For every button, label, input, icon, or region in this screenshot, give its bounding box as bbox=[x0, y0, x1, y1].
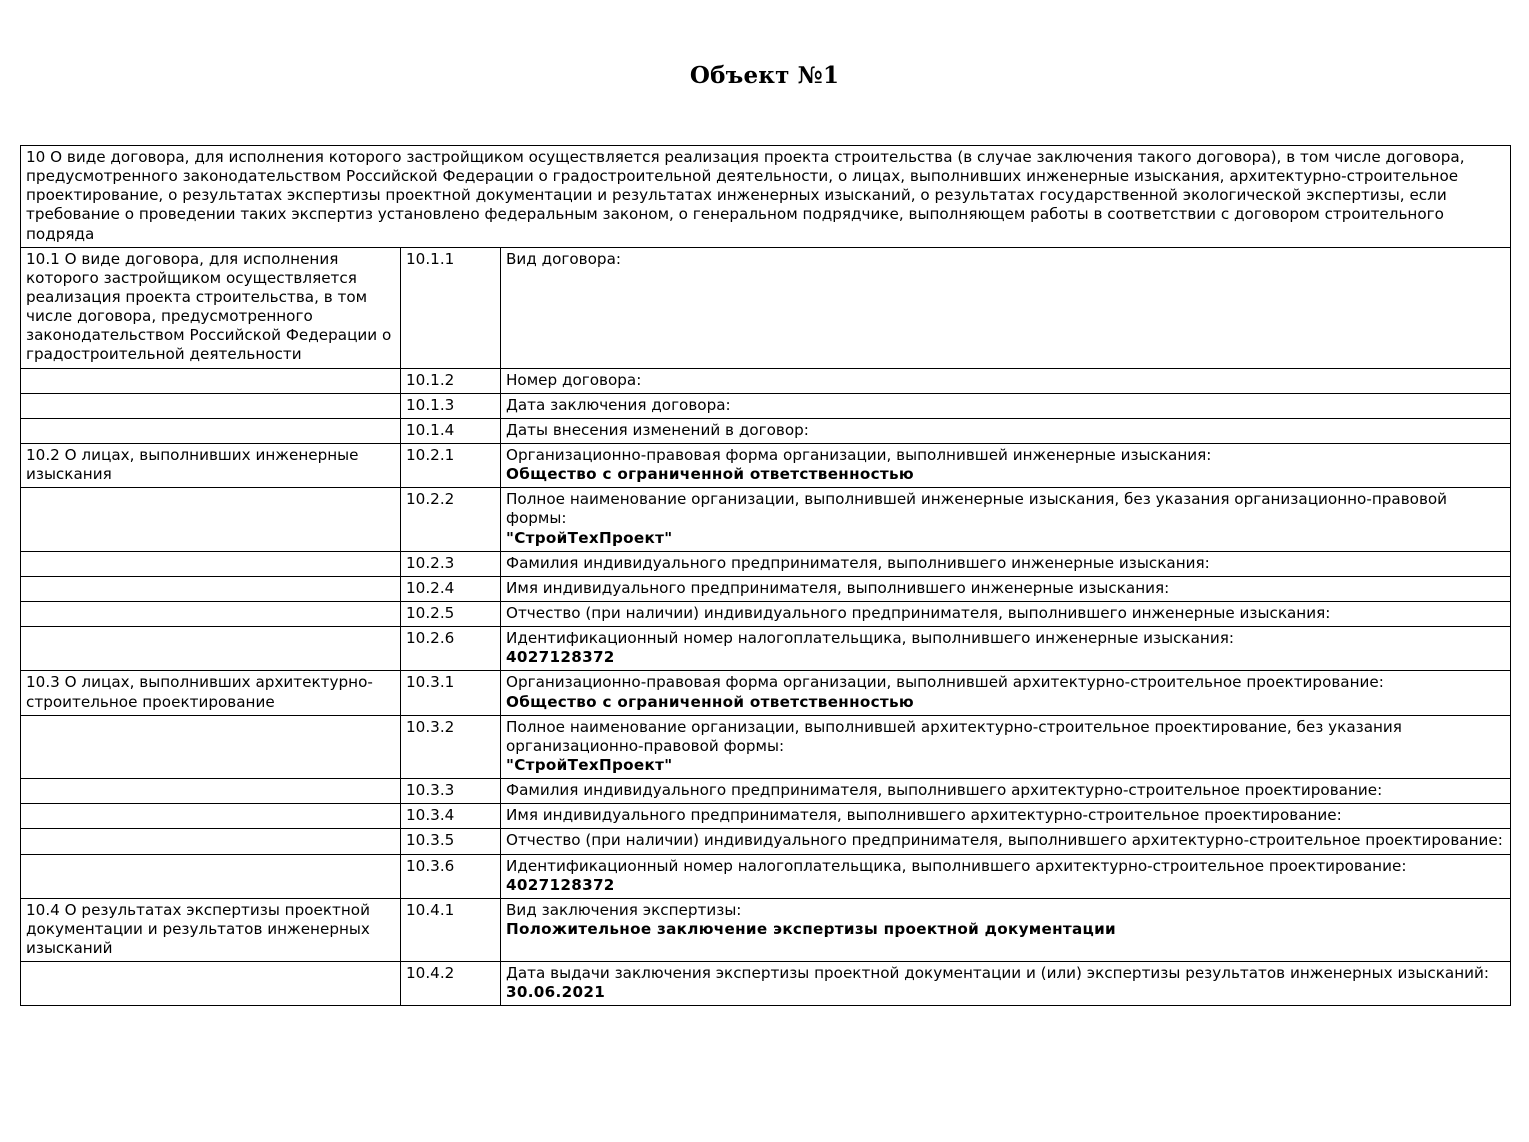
page-title: Объект №1 bbox=[689, 62, 840, 89]
row-question: Идентификационный номер налогоплательщика, выполнившего архитектурно-строительное проектирование: bbox=[506, 856, 1407, 875]
row-value bbox=[501, 393, 1511, 418]
row-question: Вид договора: bbox=[506, 249, 621, 268]
row-question: Номер договора: bbox=[506, 370, 642, 389]
row-code: 10.1.2 bbox=[401, 368, 501, 393]
row-code: 10.2.1 bbox=[401, 443, 501, 487]
row-question: Даты внесения изменений в договор: bbox=[506, 420, 809, 439]
row-value bbox=[501, 898, 1511, 961]
row-answer: "СтройТехПроект" bbox=[506, 528, 673, 547]
row-code: 10.2.6 bbox=[401, 627, 501, 671]
group-label-10-4: 10.4 О результатах экспертизы проектной документации и результатов инженерных изысканий bbox=[21, 898, 401, 961]
row-question: Организационно-правовая форма организации, выполнившей инженерные изыскания: bbox=[506, 445, 1212, 464]
row-answer: Общество с ограниченной ответственностью bbox=[506, 692, 914, 711]
table-row bbox=[21, 443, 1511, 487]
row-code: 10.3.5 bbox=[401, 829, 501, 854]
row-code: 10.1.3 bbox=[401, 393, 501, 418]
row-code: 10.1.4 bbox=[401, 418, 501, 443]
row-value bbox=[501, 576, 1511, 601]
row-question: Идентификационный номер налогоплательщика, выполнившего инженерные изыскания: bbox=[506, 629, 1234, 648]
group-label-continuation bbox=[21, 715, 401, 778]
row-question: Имя индивидуального предпринимателя, выполнившего инженерные изыскания: bbox=[506, 578, 1170, 597]
row-code: 10.2.5 bbox=[401, 601, 501, 626]
row-value bbox=[501, 854, 1511, 898]
row-code: 10.3.4 bbox=[401, 804, 501, 829]
group-label-continuation bbox=[21, 962, 401, 1006]
row-value bbox=[501, 962, 1511, 1006]
row-answer: 4027128372 bbox=[506, 875, 615, 894]
group-label-continuation bbox=[21, 804, 401, 829]
group-label-continuation bbox=[21, 551, 401, 576]
row-code: 10.3.6 bbox=[401, 854, 501, 898]
row-value bbox=[501, 551, 1511, 576]
row-value bbox=[501, 715, 1511, 778]
table-row bbox=[21, 488, 1511, 551]
row-value bbox=[501, 627, 1511, 671]
group-label-10-2: 10.2 О лицах, выполнивших инженерные изыскания bbox=[21, 443, 401, 487]
row-answer: Положительное заключение экспертизы проектной документации bbox=[506, 919, 1116, 938]
row-question: Вид заключения экспертизы: bbox=[506, 900, 742, 919]
row-code: 10.2.3 bbox=[401, 551, 501, 576]
row-value bbox=[501, 247, 1511, 368]
group-label-continuation bbox=[21, 368, 401, 393]
table-row bbox=[21, 601, 1511, 626]
group-label-continuation bbox=[21, 418, 401, 443]
table-row bbox=[21, 627, 1511, 671]
row-question: Дата заключения договора: bbox=[506, 395, 731, 414]
group-label-continuation bbox=[21, 393, 401, 418]
row-code: 10.3.3 bbox=[401, 779, 501, 804]
table-row bbox=[21, 247, 1511, 368]
row-value bbox=[501, 488, 1511, 551]
table-row bbox=[21, 576, 1511, 601]
row-code: 10.1.1 bbox=[401, 247, 501, 368]
group-label-continuation bbox=[21, 779, 401, 804]
table-row bbox=[21, 779, 1511, 804]
row-question: Фамилия индивидуального предпринимателя, выполнившего инженерные изыскания: bbox=[506, 553, 1210, 572]
row-question: Полное наименование организации, выполнившей инженерные изыскания, без указания организационно-правовой формы: bbox=[506, 490, 1448, 528]
row-code: 10.3.2 bbox=[401, 715, 501, 778]
group-label-continuation bbox=[21, 854, 401, 898]
group-label-continuation bbox=[21, 627, 401, 671]
row-question: Отчество (при наличии) индивидуального предпринимателя, выполнившего инженерные изыскания: bbox=[506, 603, 1331, 622]
table-row bbox=[21, 551, 1511, 576]
row-question: Полное наименование организации, выполнившей архитектурно-строительное проектирование, без указания организационно-правовой формы: bbox=[506, 717, 1402, 755]
row-answer: Общество с ограниченной ответственностью bbox=[506, 465, 914, 484]
table-row bbox=[21, 854, 1511, 898]
row-value bbox=[501, 443, 1511, 487]
row-value bbox=[501, 601, 1511, 626]
row-value bbox=[501, 368, 1511, 393]
group-label-continuation bbox=[21, 601, 401, 626]
table-row bbox=[21, 393, 1511, 418]
table-row bbox=[21, 671, 1511, 715]
group-label-10-1: 10.1 О виде договора, для исполнения которого застройщиком осуществляется реализация проекта строительства, в том числе договора, предусмотренного законодательством Российской Федерации о градостроительной деятельности bbox=[21, 247, 401, 368]
table-row bbox=[21, 804, 1511, 829]
table-row bbox=[21, 368, 1511, 393]
row-question: Имя индивидуального предпринимателя, выполнившего архитектурно-строительное проектирование: bbox=[506, 806, 1342, 825]
document-page bbox=[0, 62, 1529, 1006]
row-code: 10.4.2 bbox=[401, 962, 501, 1006]
row-value bbox=[501, 829, 1511, 854]
group-label-continuation bbox=[21, 488, 401, 551]
row-question: Отчество (при наличии) индивидуального предпринимателя, выполнившего архитектурно-строительное проектирование: bbox=[506, 831, 1503, 850]
row-question: Фамилия индивидуального предпринимателя, выполнившего архитектурно-строительное проектирование: bbox=[506, 781, 1383, 800]
row-value bbox=[501, 779, 1511, 804]
row-code: 10.3.1 bbox=[401, 671, 501, 715]
row-question: Организационно-правовая форма организации, выполнившей архитектурно-строительное проектирование: bbox=[506, 673, 1384, 692]
row-value bbox=[501, 671, 1511, 715]
table-row bbox=[21, 829, 1511, 854]
row-code: 10.2.4 bbox=[401, 576, 501, 601]
table-row bbox=[21, 418, 1511, 443]
row-question: Дата выдачи заключения экспертизы проектной документации и (или) экспертизы результатов инженерных изысканий: bbox=[506, 964, 1489, 983]
section-header-text: 10 О виде договора, для исполнения которого застройщиком осуществляется реализация проекта строительства (в случае заключения такого договора), в том числе договора, предусмотренного законодательством Российской Федерации о градостроительной деятельности, о лицах, выполнивших инженерные изыскания, архитектурно-строительное проектирование, о результатах экспертизы проектной документации и результатах инженерных изысканий, о результатах государственной экологической экспертизы, если требование о проведении таких экспертиз установлено федеральным законом, о генеральном подрядчике, выполняющем работы в соответствии с договором строительного подряда bbox=[21, 146, 1511, 248]
row-value bbox=[501, 418, 1511, 443]
row-answer: "СтройТехПроект" bbox=[506, 755, 673, 774]
table-row bbox=[21, 715, 1511, 778]
row-code: 10.2.2 bbox=[401, 488, 501, 551]
table-row bbox=[21, 898, 1511, 961]
group-label-continuation bbox=[21, 829, 401, 854]
row-answer: 30.06.2021 bbox=[506, 983, 606, 1002]
row-answer: 4027128372 bbox=[506, 648, 615, 667]
group-label-10-3: 10.3 О лицах, выполнивших архитектурно-строительное проектирование bbox=[21, 671, 401, 715]
declaration-table bbox=[20, 145, 1511, 1006]
row-value bbox=[501, 804, 1511, 829]
group-label-continuation bbox=[21, 576, 401, 601]
row-code: 10.4.1 bbox=[401, 898, 501, 961]
table-row bbox=[21, 962, 1511, 1006]
table-row-section-header bbox=[21, 146, 1511, 248]
